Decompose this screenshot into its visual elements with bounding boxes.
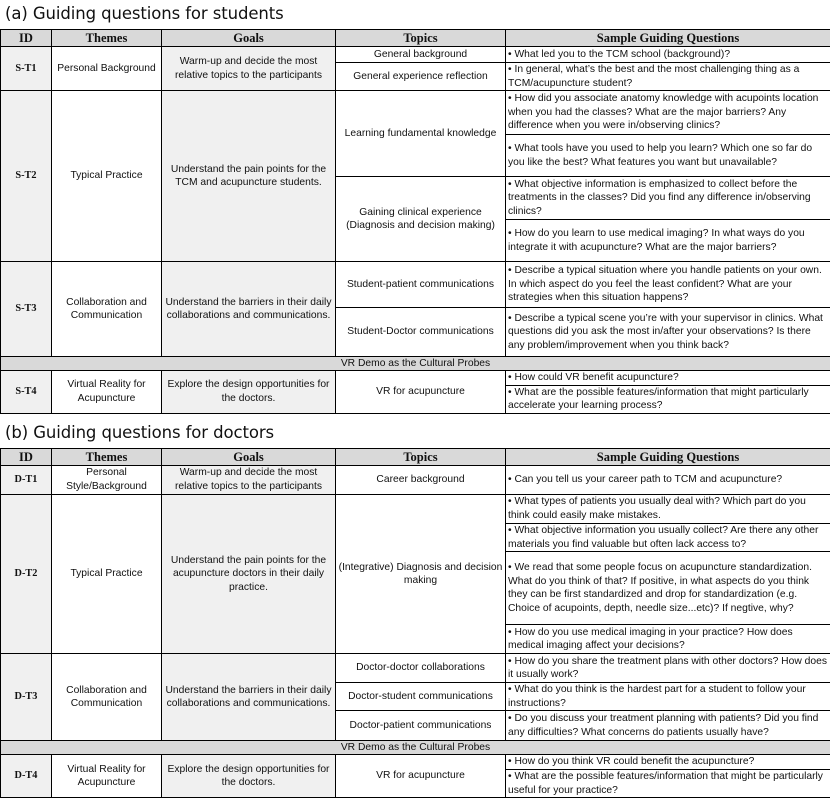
doctors-questions-table xyxy=(0,448,830,798)
row-topic: Student-patient communications xyxy=(336,262,506,308)
guiding-question: • What are the possible features/information that might particularly accelerate your learning process? xyxy=(506,385,830,413)
row-topic: Career background xyxy=(336,466,506,495)
row-goal: Explore the design opportunities for the doctors. xyxy=(162,371,336,414)
guiding-question: • How do you share the treatment plans with other doctors? How does it usually work? xyxy=(506,654,830,683)
guiding-question: • Do you discuss your treatment planning with patients? Did you find any difficulties? What concerns do patients usually have? xyxy=(506,711,830,741)
guiding-question: • What types of patients you usually deal with? Which part do you think could easily make mistakes. xyxy=(506,495,830,524)
table-header-row xyxy=(1,30,830,47)
row-theme: Collaboration and Communication xyxy=(52,654,162,741)
table-row xyxy=(1,371,830,386)
row-theme: Virtual Reality for Acupuncture xyxy=(52,371,162,414)
table-row xyxy=(1,495,830,524)
row-goal: Warm-up and decide the most relative topics to the participants xyxy=(162,466,336,495)
row-topic: VR for acupuncture xyxy=(336,755,506,798)
row-id: D-T2 xyxy=(1,495,52,654)
row-topic: Doctor-doctor collaborations xyxy=(336,654,506,683)
section-b-caption: (b) Guiding questions for doctors xyxy=(5,423,274,442)
table-header-row xyxy=(1,449,830,466)
row-theme: Typical Practice xyxy=(52,91,162,262)
table-row xyxy=(1,654,830,683)
guiding-question: • We read that some people focus on acupuncture standardization. What do you think of that? If positive, in what aspects do you think they can be first standardized and drop for standardization (e.g. Choice of acupoints, depth, needle size...etc)? If negtive, why? xyxy=(506,552,830,625)
row-theme: Personal Style/Background xyxy=(52,466,162,495)
table-row xyxy=(1,91,830,135)
row-id: S-T2 xyxy=(1,91,52,262)
row-topic: Gaining clinical experience (Diagnosis and decision making) xyxy=(336,177,506,262)
row-id: D-T4 xyxy=(1,755,52,798)
row-topic: Doctor-student communications xyxy=(336,683,506,711)
row-topic: General experience reflection xyxy=(336,63,506,91)
guiding-question: • In general, what’s the best and the most challenging thing as a TCM/acupuncture student? xyxy=(506,63,830,91)
row-id: D-T3 xyxy=(1,654,52,741)
guiding-question: • How could VR benefit acupuncture? xyxy=(506,371,830,386)
guiding-question: • Describe a typical situation where you handle patients on your own. In which aspect do you feel the least confident? What are your strategies when this situation happens? xyxy=(506,262,830,308)
demo-divider-row xyxy=(1,741,830,755)
row-topic: (Integrative) Diagnosis and decision making xyxy=(336,495,506,654)
row-topic: Doctor-patient communications xyxy=(336,711,506,741)
header-themes: Themes xyxy=(52,30,162,47)
guiding-question: • How do you learn to use medical imaging? In what ways do you integrate it with acupuncture? What are the major barriers? xyxy=(506,220,830,262)
header-questions: Sample Guiding Questions xyxy=(506,30,830,47)
header-topics: Topics xyxy=(336,449,506,466)
row-id: S-T3 xyxy=(1,262,52,357)
guiding-question: • How do you use medical imaging in your practice? How does medical imaging affect your decisions? xyxy=(506,625,830,654)
row-goal: Warm-up and decide the most relative topics to the participants xyxy=(162,47,336,91)
header-questions: Sample Guiding Questions xyxy=(506,449,830,466)
row-theme: Collaboration and Communication xyxy=(52,262,162,357)
row-goal: Understand the pain points for the TCM and acupuncture students. xyxy=(162,91,336,262)
table-row xyxy=(1,466,830,495)
demo-label: VR Demo as the Cultural Probes xyxy=(1,741,830,755)
row-theme: Typical Practice xyxy=(52,495,162,654)
guiding-question: • What do you think is the hardest part for a student to follow your instructions? xyxy=(506,683,830,711)
table-row xyxy=(1,47,830,63)
row-theme: Personal Background xyxy=(52,47,162,91)
header-themes: Themes xyxy=(52,449,162,466)
row-goal: Understand the barriers in their daily collaborations and communications. xyxy=(162,654,336,741)
header-id: ID xyxy=(1,449,52,466)
row-goal: Understand the pain points for the acupuncture doctors in their daily practice. xyxy=(162,495,336,654)
students-questions-table xyxy=(0,29,830,414)
guiding-question: • What tools have you used to help you learn? Which one so far do you like the best? What features you want but unavailable? xyxy=(506,135,830,177)
demo-divider-row xyxy=(1,357,830,371)
table-row xyxy=(1,262,830,308)
row-goal: Explore the design opportunities for the doctors. xyxy=(162,755,336,798)
guiding-question: • What objective information is emphasized to collect before the treatments in the classes? Did you find any difference in/observing clinics? xyxy=(506,177,830,220)
header-topics: Topics xyxy=(336,30,506,47)
section-a-caption: (a) Guiding questions for students xyxy=(5,4,284,23)
guiding-question: • What objective information you usually collect? Are there any other materials you find valuable but often lack access to? xyxy=(506,524,830,552)
row-topic: Student-Doctor communications xyxy=(336,308,506,357)
row-theme: Virtual Reality for Acupuncture xyxy=(52,755,162,798)
row-goal: Understand the barriers in their daily collaborations and communications. xyxy=(162,262,336,357)
table-row xyxy=(1,755,830,770)
row-topic: General background xyxy=(336,47,506,63)
guiding-question: • What led you to the TCM school (background)? xyxy=(506,47,830,63)
row-id: S-T1 xyxy=(1,47,52,91)
guiding-question: • How did you associate anatomy knowledge with acupoints location when you had the classes? What are the major barriers? Any difference when you were in/observing clinics? xyxy=(506,91,830,135)
guiding-question: • Describe a typical scene you’re with your supervisor in clinics. What questions did you ask the most in/after your observations? Is there any problem/improvement when you think back? xyxy=(506,308,830,357)
row-topic: Learning fundamental knowledge xyxy=(336,91,506,177)
row-id: D-T1 xyxy=(1,466,52,495)
guiding-question: • What are the possible features/information that might be particularly useful for your practice? xyxy=(506,769,830,797)
demo-label: VR Demo as the Cultural Probes xyxy=(1,357,830,371)
header-goals: Goals xyxy=(162,449,336,466)
row-id: S-T4 xyxy=(1,371,52,414)
header-goals: Goals xyxy=(162,30,336,47)
header-id: ID xyxy=(1,30,52,47)
row-topic: VR for acupuncture xyxy=(336,371,506,414)
guiding-question: • How do you think VR could benefit the acupuncture? xyxy=(506,755,830,770)
guiding-question: • Can you tell us your career path to TCM and acupuncture? xyxy=(506,466,830,495)
